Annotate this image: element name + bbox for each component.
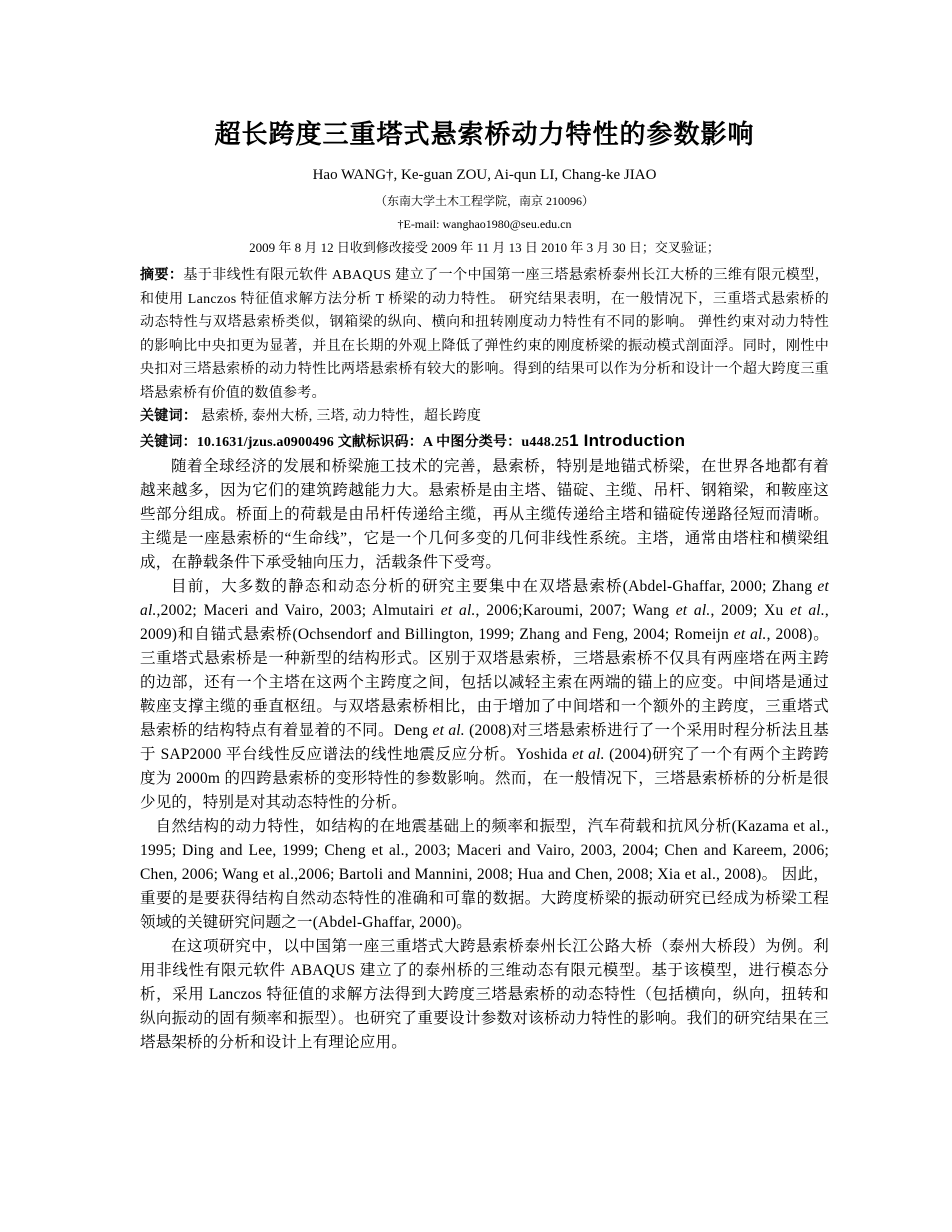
- affiliation-line: （东南大学土木工程学院，南京 210096）: [374, 194, 594, 208]
- section-1-introduction-heading: 1 Introduction: [569, 431, 686, 450]
- doc-code-value: A: [422, 435, 433, 450]
- email-line: †E-mail: wanghao1980@seu.edu.cn: [397, 217, 572, 231]
- keywords-label: 关键词：: [140, 409, 198, 424]
- introduction-body: [140, 455, 829, 1055]
- meta-keywords-label: 关键词：: [140, 435, 197, 450]
- abstract-text: 基于非线性有限元软件 ABAQUS 建立了一个中国第一座三塔悬索桥泰州长江大桥的三维有限元模型，和使用 Lanczos 特征值求解方法分析 T 桥梁的动力特性。 研究结果表明，在一般情况下，三重塔式悬索桥的动态特性与双塔悬索桥类似，钢箱梁的纵向、横向和扭转刚度动力特性有不同的影响。 弹性约束对动力特性的影响比中央扣更为显著，并且在长期的外观上降低了弹性约束的刚度桥梁的振动模式剖面浮。同时，刚性中央扣对三塔悬索桥的动力特性比两塔悬索桥有较大的影响。得到的结果可以作为分析和设计一个超大跨度三重塔悬索桥有价值的数值参考。: [140, 268, 829, 401]
- intro-paragraph-3: 自然结构的动力特性，如结构的在地震基础上的频率和振型，汽车荷载和抗风分析(Kazama et al., 1995; Ding and Lee, 1999; Cheng et al., 2003; Maceri and Vairo, 2003, 2004; Chen and Kareem, 2006; Chen, 2006; Wang et al.,2006; Bartoli and Mannini, 2008; Hua and Chen, 2008; Xia et al., 2008)。 因此，重要的是要获得结构自然动态特性的准确和可靠的数据。大跨度桥梁的振动研究已经成为桥梁工程领域的关键研究问题之一(Abdel-Ghaffar, 2000)。: [140, 818, 829, 931]
- authors-line: Hao WANG†, Ke-guan ZOU, Ai-qun LI, Chang-ke JIAO: [312, 167, 657, 183]
- abstract-paragraph: [140, 264, 829, 405]
- intro-paragraph-1: 随着全球经济的发展和桥梁施工技术的完善，悬索桥，特别是地锚式桥梁，在世界各地都有着越来越多，因为它们的建筑跨越能力大。悬索桥是由主塔、锚碇、主缆、吊杆、钢箱梁，和鞍座这些部分组成。桥面上的荷载是由吊杆传递给主缆，再从主缆传递给主塔和锚碇传递路径短而清晰。主缆是一座悬索桥的“生命线”，它是一个几何多变的几何非线性系统。主塔，通常由塔柱和横梁组成，在静载条件下承受轴向压力，活载条件下受弯。: [140, 458, 829, 571]
- clc-value: u448.25: [521, 435, 570, 450]
- intro-paragraph-2: 目前，大多数的静态和动态分析的研究主要集中在双塔悬索桥(Abdel-Ghaffar, 2000; Zhang et al.,2002; Maceri and Vairo, 2003; Almutairi et al., 2006;Karoumi, 2007; Wang et al., 2009; Xu et al., 2009)和自锚式悬索桥(Ochsendorf and Billington, 1999; Zhang and Feng, 2004; Romeijn et al., 2008)。三重塔式悬索桥是一种新型的结构形式。区别于双塔悬索桥，三塔悬索桥不仅具有两座塔在两主跨的边部，还有一个主塔在这两个主跨度之间，包括以减轻主索在两端的锚上的应变。中间塔是通过鞍座支撑主缆的垂直枢纽。与双塔悬索桥相比，由于增加了中间塔和一个额外的主跨度，三重塔式悬索桥的结构特点有着显着的不同。Deng et al. (2008)对三塔悬索桥进行了一个采用时程分析法且基于 SAP2000 平台线性反应谱法的线性地震反应分析。Yoshida et al. (2004)研究了一个有两个主跨跨度为 2000m 的四跨悬索桥的变形特性的参数影响。然而，在一般情况下，三塔悬索桥桥的分析是很少见的，特别是对其动态特性的分析。: [140, 578, 829, 811]
- received-dates-line: 2009 年 8 月 12 日收到修改接受 2009 年 11 月 13 日 2010 年 3 月 30 日；交叉验证；: [249, 240, 720, 255]
- keywords-line: [140, 405, 829, 429]
- intro-paragraph-4: 在这项研究中，以中国第一座三重塔式大跨悬索桥泰州长江公路大桥（泰州大桥段）为例。利用非线性有限元软件 ABAQUS 建立了的泰州桥的三维动态有限元模型。基于该模型，进行模态分析，采用 Lanczos 特征值的求解方法得到大跨度三塔悬索桥的动态特性（包括横向，纵向，扭转和纵向振动的固有频率和振型）。也研究了重要设计参数对该桥动力特性的影响。我们的研究结果在三塔悬架桥的分析和设计上有理论应用。: [140, 938, 829, 1051]
- doc-code-label: 文献标识码：: [337, 435, 423, 450]
- paper-title: 超长跨度三重塔式悬索桥动力特性的参数影响: [214, 120, 755, 149]
- clc-label: 中图分类号：: [436, 435, 522, 450]
- abstract-label: 摘要：: [140, 268, 184, 283]
- doi-value: 10.1631/jzus.a0900496: [196, 435, 335, 450]
- article-meta-line: [140, 429, 829, 455]
- keywords-text: 悬索桥, 泰州大桥, 三塔, 动力特性，超长跨度: [201, 409, 482, 424]
